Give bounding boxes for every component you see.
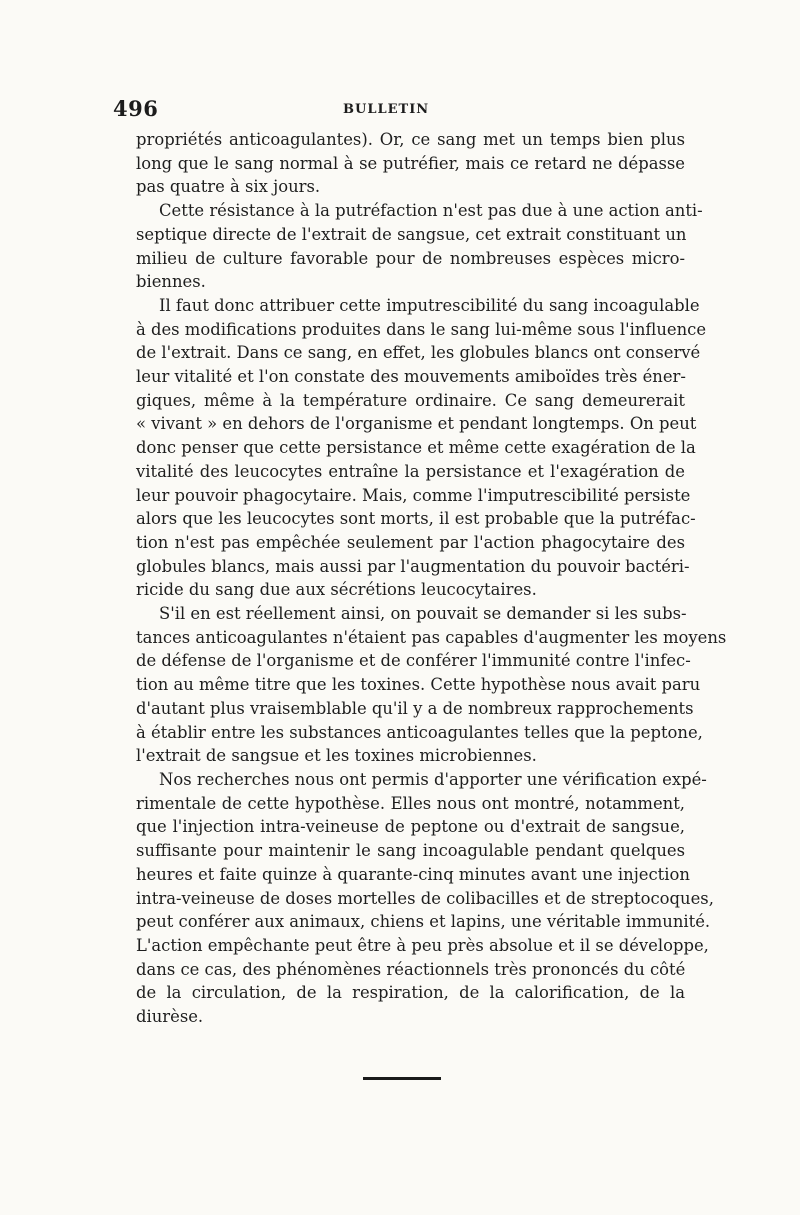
text-line: leur vitalité et l'on constate des mouvements amiboïdes très éner- bbox=[136, 367, 686, 387]
text-line: de défense de l'organisme et de conférer l'immunité contre l'infec- bbox=[136, 651, 691, 671]
paragraph bbox=[113, 602, 727, 768]
text-line: suffisante pour maintenir le sang incoagulable pendant quelques bbox=[136, 841, 685, 861]
text-line: à des modifications produites dans le sang lui-même sous l'influence bbox=[136, 319, 707, 339]
text-line: propriétés anticoagulantes). Or, ce sang met un temps bien plus bbox=[136, 130, 685, 149]
text-line: L'action empêchante peut être à peu près absolue et il se développe, bbox=[136, 935, 709, 955]
text-line: Il faut donc attribuer cette imputrescibilité du sang incoagulable bbox=[159, 295, 700, 315]
text-line: l'extrait de sangsue et les toxines microbiennes. bbox=[136, 746, 537, 766]
text-line: tances anticoagulantes n'étaient pas capables d'augmenter les moyens bbox=[136, 627, 727, 647]
text-line: « vivant » en dehors de l'organisme et pendant longtemps. On peut bbox=[136, 414, 697, 434]
text-line: septique directe de l'extrait de sangsue, cet extrait constituant un bbox=[136, 224, 687, 244]
page-header bbox=[113, 96, 683, 126]
text-line: Nos recherches nous ont permis d'apporter une vérification expé- bbox=[159, 769, 707, 789]
paragraph bbox=[113, 199, 703, 294]
paragraph bbox=[113, 128, 685, 199]
text-line: Cette résistance à la putréfaction n'est pas due à une action anti- bbox=[159, 201, 703, 221]
paragraph bbox=[113, 294, 707, 602]
text-line: milieu de culture favorable pour de nombreuses espèces micro- bbox=[136, 248, 685, 268]
text-line: à établir entre les substances anticoagulantes telles que la peptone, bbox=[136, 722, 703, 742]
text-line: vitalité des leucocytes entraîne la persistance et l'exagération de bbox=[136, 461, 685, 481]
text-line: pas quatre à six jours. bbox=[136, 177, 321, 197]
text-line: tion n'est pas empêchée seulement par l'action phagocytaire des bbox=[136, 532, 685, 552]
text-line: alors que les leucocytes sont morts, il est probable que la putréfac- bbox=[136, 509, 696, 529]
text-line: tion au même titre que les toxines. Cette hypothèse nous avait paru bbox=[136, 675, 701, 695]
text-line: intra-veineuse de doses mortelles de colibacilles et de streptocoques, bbox=[136, 888, 714, 908]
page-number: 496 bbox=[113, 96, 159, 121]
text-line: giques, même à la température ordinaire. Ce sang demeurerait bbox=[136, 390, 685, 410]
text-line: long que le sang normal à se putréfier, mais ce retard ne dépasse bbox=[136, 153, 685, 173]
text-line: peut conférer aux animaux, chiens et lapins, une véritable immunité. bbox=[136, 912, 711, 932]
text-line: de l'extrait. Dans ce sang, en effet, les globules blancs ont conservé bbox=[136, 343, 701, 363]
text-line: leur pouvoir phagocytaire. Mais, comme l'imputrescibilité persiste bbox=[136, 485, 691, 505]
text-line: S'il en est réellement ainsi, on pouvait se demander si les subs- bbox=[159, 604, 687, 624]
text-line: de la circulation, de la respiration, de la calorification, de la bbox=[136, 983, 685, 1003]
body-text bbox=[113, 128, 727, 1029]
text-line: ricide du sang due aux sécrétions leucocytaires. bbox=[136, 580, 537, 600]
text-line: globules blancs, mais aussi par l'augmentation du pouvoir bactéri- bbox=[136, 556, 690, 576]
text-line: diurèse. bbox=[136, 1007, 204, 1027]
text-line: dans ce cas, des phénomènes réactionnels très prononcés du côté bbox=[136, 959, 686, 979]
text-line: rimentale de cette hypothèse. Elles nous ont montré, notamment, bbox=[136, 793, 685, 813]
end-rule bbox=[363, 1077, 441, 1080]
running-head: BULLETIN bbox=[343, 102, 430, 117]
text-line: d'autant plus vraisemblable qu'il y a de nombreux rapprochements bbox=[136, 698, 694, 718]
text-line: donc penser que cette persistance et même cette exagération de la bbox=[136, 438, 696, 458]
text-line: que l'injection intra-veineuse de peptone ou d'extrait de sangsue, bbox=[136, 817, 685, 837]
text-line: biennes. bbox=[136, 272, 206, 292]
text-line: heures et faite quinze à quarante-cinq minutes avant une injection bbox=[136, 864, 690, 884]
paragraph bbox=[113, 768, 714, 1029]
